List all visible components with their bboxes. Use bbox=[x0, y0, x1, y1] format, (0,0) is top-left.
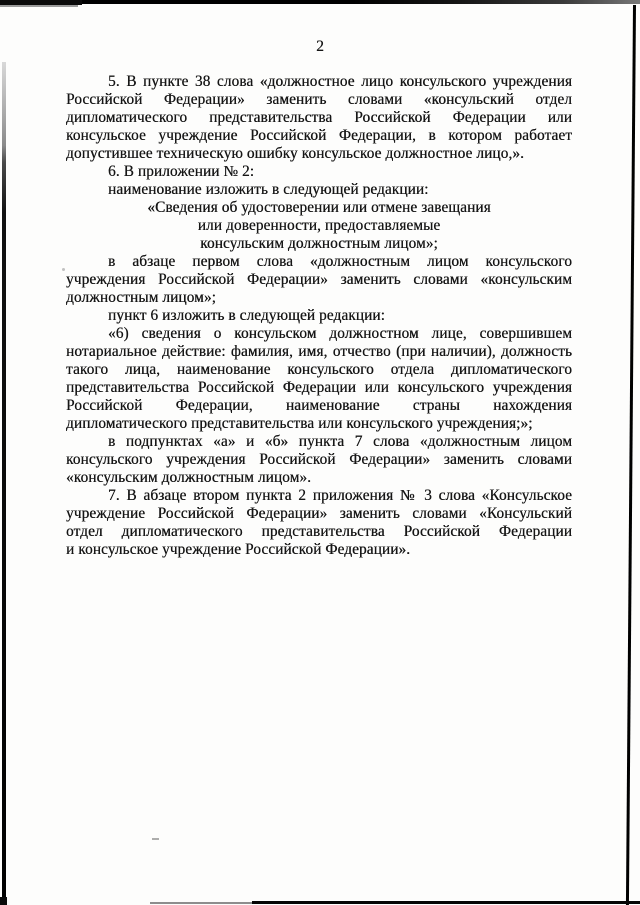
scan-edge-bottom-corner bbox=[0, 897, 7, 905]
text-line: 5. В пункте 38 слова «должностное лицо консульского учреждения bbox=[108, 73, 572, 90]
text-line: в абзаце первом слова «должностным лицом консульского bbox=[108, 253, 572, 270]
scan-edge-right bbox=[626, 5, 636, 905]
text-line: учреждение Российской Федерации» заменить словами «Консульский bbox=[66, 505, 572, 522]
text-line: дипломатического представительства или консульского учреждения;»; bbox=[66, 415, 533, 432]
page-number: 2 bbox=[316, 38, 324, 55]
text-line: и консульское учреждение Российской Федерации». bbox=[66, 541, 411, 558]
text-line: отдел дипломатического представительства Российской Федерации bbox=[66, 523, 572, 540]
document-body bbox=[66, 73, 572, 559]
text-line: учреждения Российской Федерации» заменить словами «консульским bbox=[66, 271, 572, 288]
scan-edge-top-left-shadow bbox=[0, 5, 78, 7]
text-line: консульским должностным лицом»; bbox=[200, 235, 438, 252]
text-line: дипломатического представительства Российской Федерации или bbox=[66, 109, 572, 126]
text-line: нотариальное действие: фамилия, имя, отчество (при наличии), должность bbox=[66, 343, 572, 360]
scan-edge-left bbox=[2, 62, 6, 898]
text-line: представительства Российской Федерации или консульского учреждения bbox=[66, 379, 572, 396]
text-line: пункт 6 изложить в следующей редакции: bbox=[108, 307, 385, 324]
text-line: в подпунктах «а» и «б» пункта 7 слова «должностным лицом bbox=[108, 433, 572, 450]
scan-speck bbox=[152, 838, 159, 840]
text-line: Российской Федерации, наименование страны нахождения bbox=[66, 397, 572, 414]
text-line: должностным лицом»; bbox=[66, 289, 216, 306]
scan-edge-bottom-shadow bbox=[150, 902, 255, 904]
scan-speck bbox=[62, 268, 65, 271]
text-line: допустившее техническую ошибку консульское должностное лицо,». bbox=[66, 145, 524, 162]
text-line: 7. В абзаце втором пункта 2 приложения № 3 слова «Консульское bbox=[108, 487, 572, 504]
text-line: наименование изложить в следующей редакции: bbox=[108, 181, 429, 198]
text-line: «консульским должностным лицом». bbox=[66, 469, 312, 486]
text-line: консульское учреждение Российской Федерации, в котором работает bbox=[66, 127, 572, 144]
scan-edge-bottom bbox=[252, 901, 640, 904]
scan-edge-top bbox=[0, 0, 640, 4]
text-line: или доверенности, предоставляемые bbox=[197, 217, 441, 234]
text-line: 6. В приложении № 2: bbox=[108, 163, 255, 180]
text-line: Российской Федерации» заменить словами «консульский отдел bbox=[66, 91, 572, 108]
text-line: консульского учреждения Российской Федерации» заменить словами bbox=[66, 451, 572, 468]
text-line: «6) сведения о консульском должностном лице, совершившем bbox=[108, 325, 572, 342]
text-line: «Сведения об удостоверении или отмене завещания bbox=[147, 199, 491, 216]
text-line: такого лица, наименование консульского отдела дипломатического bbox=[66, 361, 572, 378]
